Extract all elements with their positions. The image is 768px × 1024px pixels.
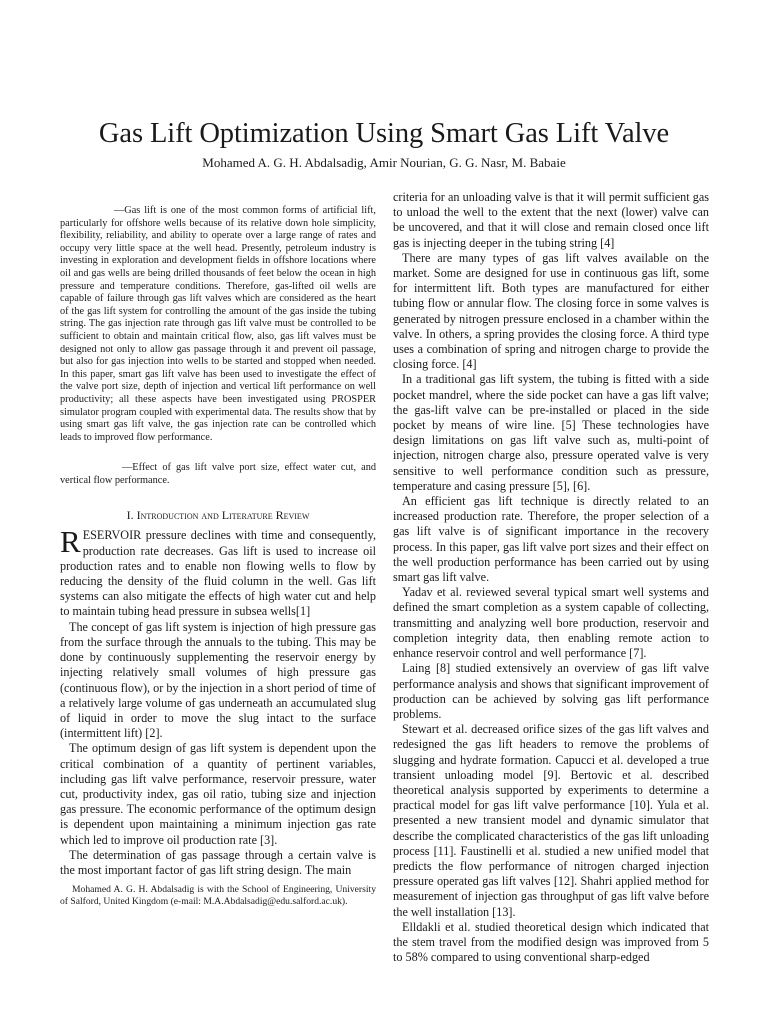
paper-title: Gas Lift Optimization Using Smart Gas Lift Valve xyxy=(98,118,670,149)
body-paragraph: Stewart et al. decreased orifice sizes of the gas lift valves and redesigned the gas lift headers to remove the problems of slugging and hydrate formation. Capucci et al. developed a true transient unloading model [9]. Bertovic et al. described theoretical analysis supported by experiments to determine a practical model for gas lift valve performance [10]. Yula et al. presented a new transient model and dynamic simulator that describe the complicated characteristics of the gas lift unloading process [11]. Faustinelli et al. studied a new unified model that predicts the flow performance of nitrogen charged injection pressure operated gas lift valves [12]. Shahri applied method for measurement of injection gas throughput of gas lift valve before the well installation [13]. xyxy=(393,722,709,919)
body-paragraph: The determination of gas passage through a certain valve is the most important factor of gas lift string design. The main xyxy=(60,847,376,877)
intro-paragraph-text: ESERVOIR pressure declines with time and consequently, production rate decreases. Gas lift is used to increase oil production rates and to enable non flowing wells to flow by reducing the density of the fluid column in the well. Gas lift systems can also mitigate the effects of high water cut and help to maintain tubing head pressure in subsea wells[1] xyxy=(60,528,376,619)
intro-paragraph xyxy=(60,524,376,619)
body-paragraph: An efficient gas lift technique is directly related to an increased production rate. Therefore, the proper selection of a gas lift valve is of significant importance in the recovery process. In this paper, gas lift valve port sizes and their effect on the well production performance has been carried out by using smart gas lift valve. xyxy=(393,494,709,585)
body-paragraph: The optimum design of gas lift system is dependent upon the critical combination of a quantity of pertinent variables, including gas lift valve performance, reservoir pressure, water cut, productivity index, gas oil ratio, tubing size and injection gas pressure. The economic performance of the optimum design is dependent upon maintaining a minimum injection gas rate which led to improve oil production rate [3]. xyxy=(60,741,376,847)
abstract: —Gas lift is one of the most common forms of artificial lift, particularly for offshore wells because of its relative down hole simplicity, flexibility, reliability, and ability to operate over a large range of rates and occupy very little space at the well head. Presently, petroleum industry is investing in exploration and development fields in offshore locations where oil and gas wells are being drilled thousands of feet below the ocean in high pressure and temperature conditions. Therefore, gas-lifted oil wells are capable of failure through gas lift valves which are considered as the heart of the gas lift system for controlling the amount of the gas inside the tubing string. The gas injection rate through gas lift valve must be controlled to be sufficient to obtain and maintain critical flow, also, gas lift valves must be designed not only to allow gas passage through it and prevent oil passage, but also for gas injection into wells to be started and stopped when needed. In this paper, smart gas lift valve has been used to investigate the effect of the valve port size, depth of injection and vertical lift performance on well productivity; all these aspects have been investigated using PROSPER simulator program coupled with experimental data. The results show that by using smart gas lift valve, the gas injection rate can be controlled which leads to improved flow performance. xyxy=(60,205,376,443)
body-paragraph: criteria for an unloading valve is that it will permit sufficient gas to unload the well to the extent that the next (lower) valve can be uncovered, and that it will close and remain closed once lift gas is injecting deeper in the tubing string [4] xyxy=(393,190,709,250)
section-heading xyxy=(60,508,376,522)
body-paragraph: The concept of gas lift system is injection of high pressure gas from the surface through the annuals to the tubing. This may be done by continuously supplementing the reservoir energy by injecting relatively small volumes of high pressure gas (continuous flow), or by the injection in a short period of time of a relatively large volume of gas underneath an accumulated slug of liquid in order to move the slug intact to the surface (intermittent lift) [2]. xyxy=(60,619,376,741)
right-column xyxy=(393,190,709,965)
body-paragraph: There are many types of gas lift valves available on the market. Some are designed for use in continuous gas lift, some for intermittent lift. Both types are manufactured for either tubing flow or annular flow. The closing force in some valves is generated by nitrogen pressure enclosed in a chamber within the valve. In others, a spring provides the closing force. A third type uses a combination of spring and nitrogen charge to provide the closing force. [4] xyxy=(393,250,709,372)
drop-cap: R xyxy=(60,524,81,560)
body-paragraph: Yadav et al. reviewed several typical smart well systems and defined the smart completion as a system capable of collecting, transmitting and analyzing well bore production, reservoir and completion integrity data, then enabling remote action to enhance reservoir control and well performance [7]. xyxy=(393,585,709,661)
section-heading-text: I. Introduction and Literature Review xyxy=(126,508,310,523)
paper-authors: Mohamed A. G. H. Abdalsadig, Amir Nourian, G. G. Nasr, M. Babaie xyxy=(202,155,566,170)
body-paragraph: Laing [8] studied extensively an overview of gas lift valve performance analysis and shows that significant improvement of production can be achieved by solving gas lift performance problems. xyxy=(393,661,709,721)
left-column xyxy=(60,190,376,878)
author-footnote: Mohamed A. G. H. Abdalsadig is with the School of Engineering, University of Salford, United Kingdom (e-mail: M.A.Abdalsadig@edu.salford.ac.uk). xyxy=(60,884,376,907)
keywords: —Effect of gas lift valve port size, effect water cut, and vertical flow performance. xyxy=(60,462,376,486)
body-paragraph: In a traditional gas lift system, the tubing is fitted with a side pocket mandrel, where the side pocket can have a gas lift valve; the gas-lift valve can be pre-installed or placed in the side pocket by means of wire line. [5] These technologies have design limitations on gas lift valve such as, multi-point of injection, nitrogen charge also, pressure operated valve is very sensitive to well performance condition such as pressure, temperature and casing pressure [5], [6]. xyxy=(393,372,709,493)
body-paragraph: Elldakli et al. studied theoretical design which indicated that the stem travel from the modified design was improved from 5 to 58% compared to using conventional sharp-edged xyxy=(393,919,709,965)
